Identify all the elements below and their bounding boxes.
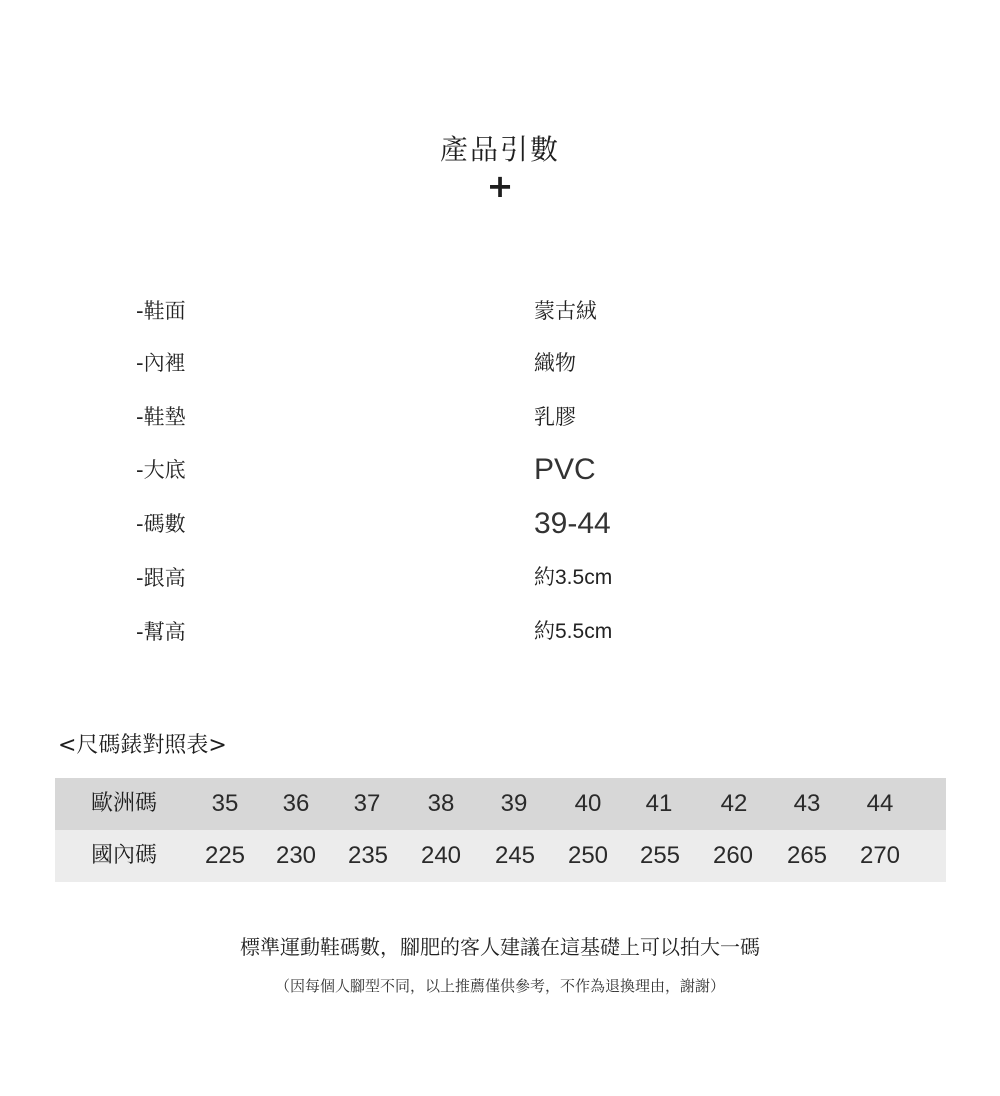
size-cell: 41: [645, 790, 673, 817]
size-row-label: 歐洲碼: [91, 791, 158, 816]
plus-icon: +: [486, 167, 514, 205]
spec-row-heel-height: [0, 558, 1000, 598]
size-chart-heading: <尺碼錶對照表>: [58, 733, 227, 758]
spec-row-insole: [0, 397, 1000, 437]
size-cell: 39: [500, 790, 528, 817]
size-disclaimer-note: （因每個人腳型不同，以上推薦僅供參考，不作為退換理由，謝謝）: [274, 977, 725, 995]
size-cell: 38: [427, 790, 455, 817]
size-cell: 240: [420, 842, 462, 869]
size-cell: 37: [353, 790, 381, 817]
size-cell: 35: [211, 790, 239, 817]
spec-label: -大底: [136, 458, 186, 482]
spec-value: 約5.5cm: [534, 620, 613, 643]
size-cell: 44: [866, 790, 894, 817]
size-cell: 255: [639, 842, 681, 869]
size-cell: 225: [204, 842, 246, 869]
spec-row-upper: [0, 291, 1000, 331]
size-row-eu: [55, 778, 946, 830]
size-cell: 250: [567, 842, 609, 869]
size-cell: 43: [793, 790, 821, 817]
spec-value: PVC: [534, 453, 596, 486]
spec-row-size-range: [0, 504, 1000, 544]
spec-label: -鞋墊: [136, 405, 186, 429]
spec-row-upper-height: [0, 612, 1000, 652]
spec-label: -內裡: [136, 351, 186, 375]
spec-value: 約3.5cm: [534, 566, 613, 589]
size-cell: 36: [282, 790, 310, 817]
spec-label: -鞋面: [136, 299, 186, 323]
size-cell: 265: [786, 842, 828, 869]
size-cell: 235: [347, 842, 389, 869]
page-title: 產品引數: [439, 133, 560, 166]
size-advice-note: 標準運動鞋碼數，腳肥的客人建議在這基礎上可以拍大一碼: [240, 935, 760, 959]
size-cell: 270: [859, 842, 901, 869]
spec-value: 織物: [534, 351, 576, 375]
spec-label: -碼數: [136, 512, 186, 536]
size-cell: 260: [712, 842, 754, 869]
size-cell: 230: [275, 842, 317, 869]
spec-row-outsole: [0, 450, 1000, 490]
spec-value: 39-44: [534, 507, 611, 540]
size-row-cn: [55, 830, 946, 882]
size-cell: 245: [494, 842, 536, 869]
size-cell: 42: [720, 790, 748, 817]
size-chart-table: [55, 778, 946, 882]
size-cell: 40: [574, 790, 602, 817]
spec-value: 乳膠: [534, 405, 576, 429]
size-row-label: 國內碼: [91, 843, 158, 868]
spec-label: -幫高: [136, 620, 186, 644]
spec-row-lining: [0, 343, 1000, 383]
spec-value: 蒙古絨: [534, 299, 597, 323]
spec-label: -跟高: [136, 566, 186, 590]
